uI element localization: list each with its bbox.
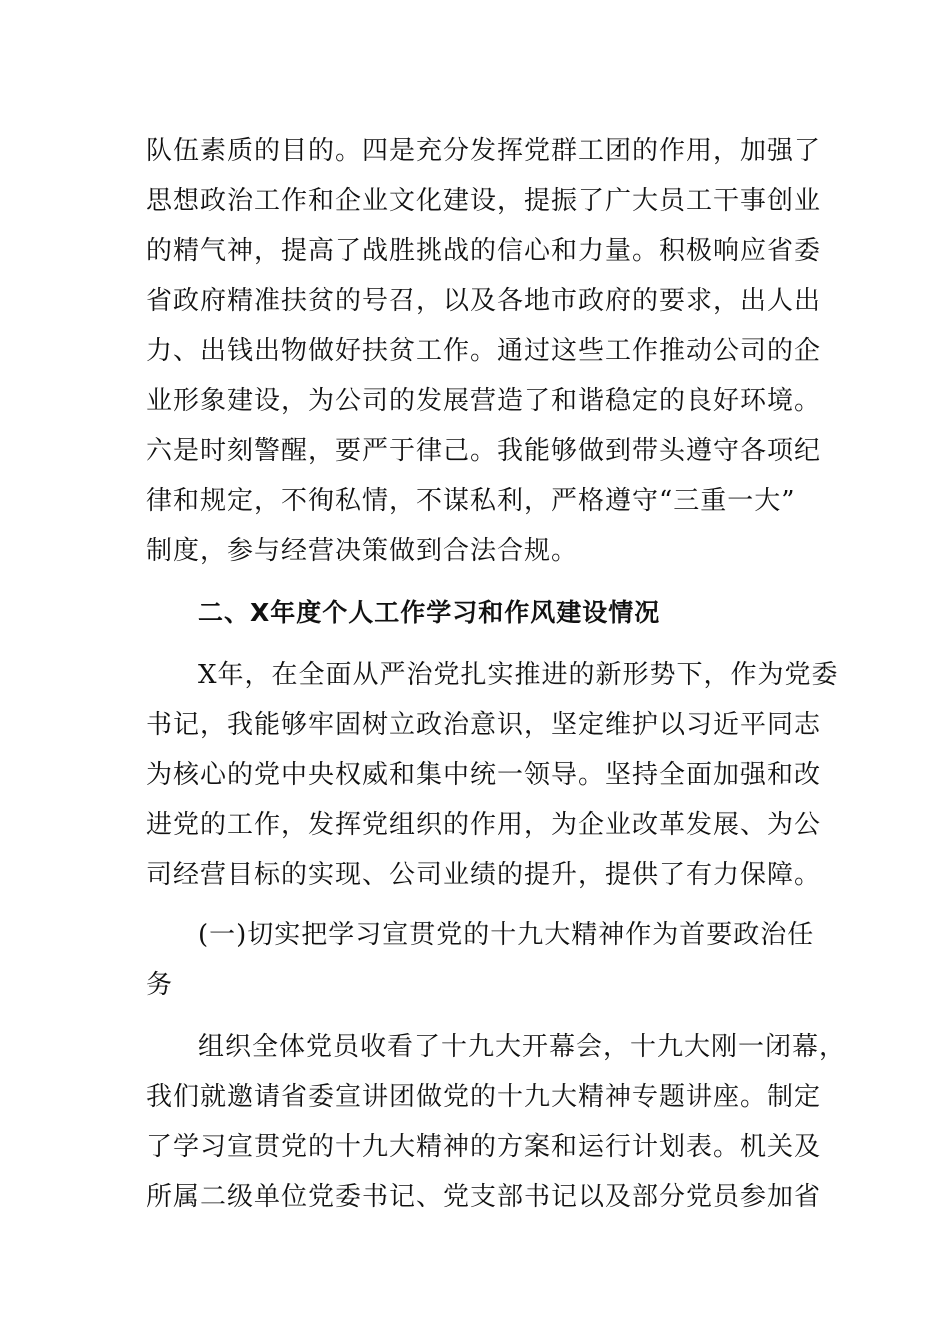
paragraph-line: 律和规定，不徇私情，不谋私利，严格遵守“三重一大” xyxy=(146,486,796,516)
paragraph-line: 业形象建设，为公司的发展营造了和谐稳定的良好环境。 xyxy=(146,386,822,416)
paragraph-line: 了学习宣贯党的十九大精神的方案和运行计划表。机关及 xyxy=(146,1132,822,1162)
paragraph-line: 六是时刻警醒，要严于律己。我能够做到带头遵守各项纪 xyxy=(146,436,822,466)
subsection-heading: (一)切实把学习宣贯党的十九大精神作为首要政治任 xyxy=(198,920,815,950)
paragraph-line: 力、出钱出物做好扶贫工作。通过这些工作推动公司的企 xyxy=(146,336,822,366)
section-heading: 二、X年度个人工作学习和作风建设情况 xyxy=(198,598,661,627)
paragraph-line: 司经营目标的实现、公司业绩的提升，提供了有力保障。 xyxy=(146,860,822,890)
paragraph-line: 所属二级单位党委书记、党支部书记以及部分党员参加省 xyxy=(146,1182,822,1212)
paragraph-line: 为核心的党中央权威和集中统一领导。坚持全面加强和改 xyxy=(146,760,822,790)
paragraph-line: 进党的工作，发挥党组织的作用，为企业改革发展、为公 xyxy=(146,810,822,840)
paragraph-line: 制度，参与经营决策做到合法合规。 xyxy=(146,536,579,566)
paragraph-line: 组织全体党员收看了十九大开幕会，十九大刚一闭幕， xyxy=(198,1032,847,1062)
paragraph-line: 的精气神，提高了战胜挑战的信心和力量。积极响应省委 xyxy=(146,236,822,266)
paragraph-line: 队伍素质的目的。四是充分发挥党群工团的作用，加强了 xyxy=(146,136,822,166)
paragraph-line: 思想政治工作和企业文化建设，提振了广大员工干事创业 xyxy=(146,186,822,216)
paragraph-line: 我们就邀请省委宣讲团做党的十九大精神专题讲座。制定 xyxy=(146,1082,822,1112)
paragraph-line: 书记，我能够牢固树立政治意识，坚定维护以习近平同志 xyxy=(146,710,822,740)
paragraph-line: X年，在全面从严治党扎实推进的新形势下，作为党委 xyxy=(198,660,839,690)
subsection-heading: 务 xyxy=(146,970,174,1000)
paragraph-line: 省政府精准扶贫的号召，以及各地市政府的要求，出人出 xyxy=(146,286,822,316)
